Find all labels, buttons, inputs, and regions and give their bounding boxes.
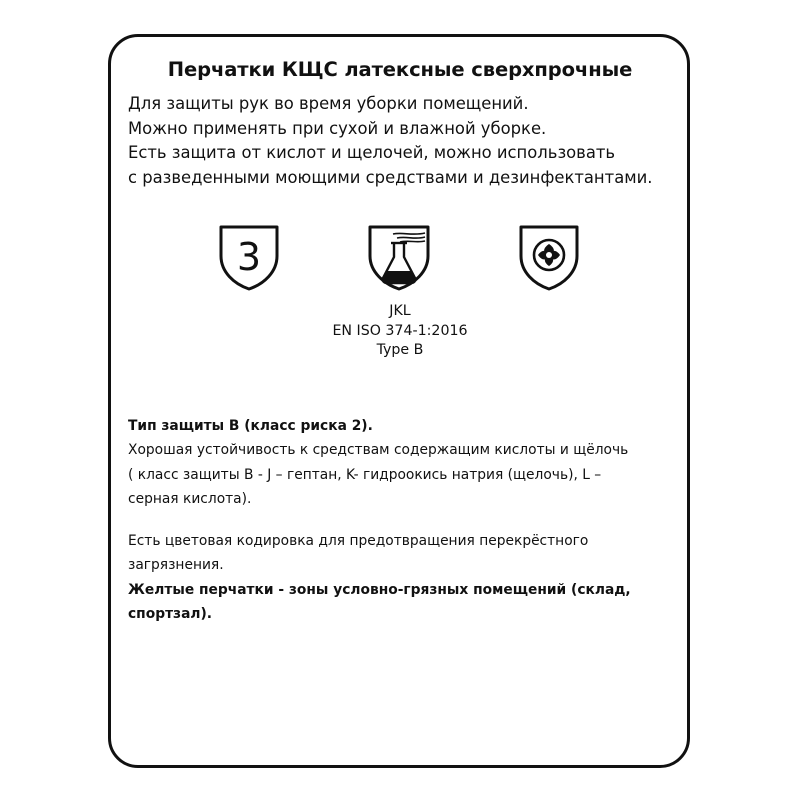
intro-text — [128, 92, 652, 190]
intro-line: Можно применять при сухой и влажной уборке. — [128, 118, 547, 138]
protection-section — [128, 414, 628, 512]
intro-line: Есть защита от кислот и щелочей, можно использовать — [128, 143, 616, 162]
color-coding-section — [128, 529, 631, 627]
page-title: Перчатки КЩС латексные сверхпрочные — [167, 58, 633, 81]
protection-heading: Тип защиты B (класс риска 2). — [128, 418, 373, 434]
standard-line: Type B — [376, 342, 424, 358]
intro-line: с разведенными моющими средствами и дезинфектантами. — [128, 167, 653, 187]
shield-digit-text: 3 — [236, 235, 262, 279]
shield-digit-icon — [218, 224, 280, 292]
protection-line: Хорошая устойчивость к средствам содержащим кислоты и щёлочь — [128, 442, 629, 459]
color-coding-bold-line: Желтые перчатки - зоны условно-грязных помещений (склад, — [128, 581, 631, 598]
microorganism-shield-icon — [518, 224, 580, 292]
standard-line: EN ISO 374-1:2016 — [332, 322, 468, 339]
color-coding-bold-line: спортзал). — [128, 606, 213, 623]
protection-line: серная кислота). — [128, 491, 252, 508]
standard-line: JKL — [389, 303, 411, 319]
standard-labels — [300, 302, 500, 361]
chemical-flask-shield-icon — [367, 224, 431, 292]
color-coding-line: Есть цветовая кодировка для предотвращения перекрёстного — [128, 533, 589, 549]
color-coding-line: загрязнения. — [128, 557, 224, 574]
intro-line: Для защиты рук во время уборки помещений. — [128, 94, 529, 113]
protection-line: ( класс защиты B - J – гептан, K- гидроокись натрия (щелочь), L – — [128, 466, 602, 483]
